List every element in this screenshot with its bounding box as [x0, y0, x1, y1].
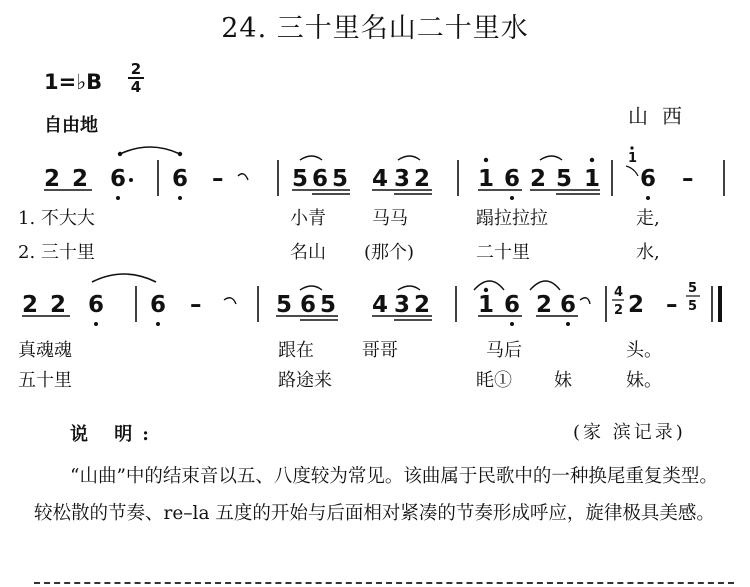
note: 2	[628, 292, 645, 318]
note: 2	[44, 166, 61, 192]
note: 2	[414, 292, 431, 318]
note: 3	[394, 292, 411, 318]
note: 6	[312, 166, 329, 192]
dash: –	[190, 292, 202, 318]
note: 6	[640, 166, 657, 192]
lyric: 头。	[626, 340, 662, 361]
tempo-marking: 自由地	[44, 115, 98, 136]
note: 6	[504, 292, 521, 318]
lyric: 真魂魂	[18, 340, 72, 361]
note: 6	[300, 292, 317, 318]
lyric: 名山	[290, 242, 326, 263]
lyric: 跟在	[278, 340, 314, 361]
lyric: 走,	[636, 208, 660, 229]
grace-note: 1	[628, 151, 638, 166]
dash: –	[666, 292, 678, 318]
song-title: 24. 三十里名山二十里水	[221, 13, 529, 44]
lyric: 小青	[290, 208, 326, 229]
note: 2	[50, 292, 67, 318]
lyric: 水,	[636, 242, 660, 263]
note: 1	[478, 292, 495, 318]
note: 5	[320, 292, 337, 318]
note: 2	[530, 166, 547, 192]
source-credit: (家 滨记录)	[573, 422, 686, 443]
note: 6	[150, 292, 167, 318]
lyric: 哥哥	[362, 340, 398, 361]
description-paragraph: “山曲”中的结束音以五、八度较为常见。该曲属于民歌中的一种换尾重复类型。较松散的节奏、re–la 五度的开始与后面相对紧凑的节奏形成呼应，旋律极具美感。	[34, 466, 718, 524]
note: 5	[556, 166, 573, 192]
note: 6	[110, 166, 127, 192]
lyric: 蹋拉拉拉	[476, 208, 548, 229]
note: 6	[88, 292, 105, 318]
note: 1	[584, 166, 601, 192]
note: 1	[478, 166, 495, 192]
lyric: 妹。	[626, 370, 662, 391]
note: 4	[372, 292, 389, 318]
note: 5	[332, 166, 349, 192]
note: 6	[560, 292, 577, 318]
key-signature: 1=♭B	[44, 70, 103, 94]
grace-note-top: 5	[688, 281, 698, 296]
note: 2	[414, 166, 431, 192]
lyric: 马马	[372, 208, 408, 229]
note: 3	[394, 166, 411, 192]
page-bottom-rule	[34, 582, 734, 584]
lyric: 路途来	[278, 370, 332, 391]
lyric: 眊①	[476, 370, 512, 391]
lyric: 1. 不大大	[18, 208, 95, 229]
note-heading: 说 明:	[70, 424, 159, 445]
note: 6	[172, 166, 189, 192]
lyric: (那个)	[364, 242, 415, 263]
region-label: 山西	[628, 104, 696, 128]
note: 2	[22, 292, 39, 318]
dash: –	[682, 166, 694, 192]
note: 5	[276, 292, 293, 318]
score-row-2	[18, 274, 720, 391]
time-signature-bottom: 4	[130, 78, 142, 96]
dash: –	[212, 166, 224, 192]
note: 4	[372, 166, 389, 192]
note: 2	[536, 292, 553, 318]
meter-change-bottom: 2	[614, 303, 624, 318]
score-row-1	[18, 146, 724, 263]
grace-note-bottom: 5	[688, 299, 698, 314]
lyric: 妹	[554, 370, 572, 391]
time-signature-top: 2	[130, 60, 142, 78]
lyric: 马后	[486, 340, 522, 361]
note: 6	[504, 166, 521, 192]
note: 5	[292, 166, 309, 192]
lyric: 五十里	[18, 370, 72, 391]
note: 2	[72, 166, 89, 192]
meter-change-top: 4	[614, 285, 624, 300]
lyric: 二十里	[476, 242, 530, 263]
lyric: 2. 三十里	[18, 242, 95, 263]
